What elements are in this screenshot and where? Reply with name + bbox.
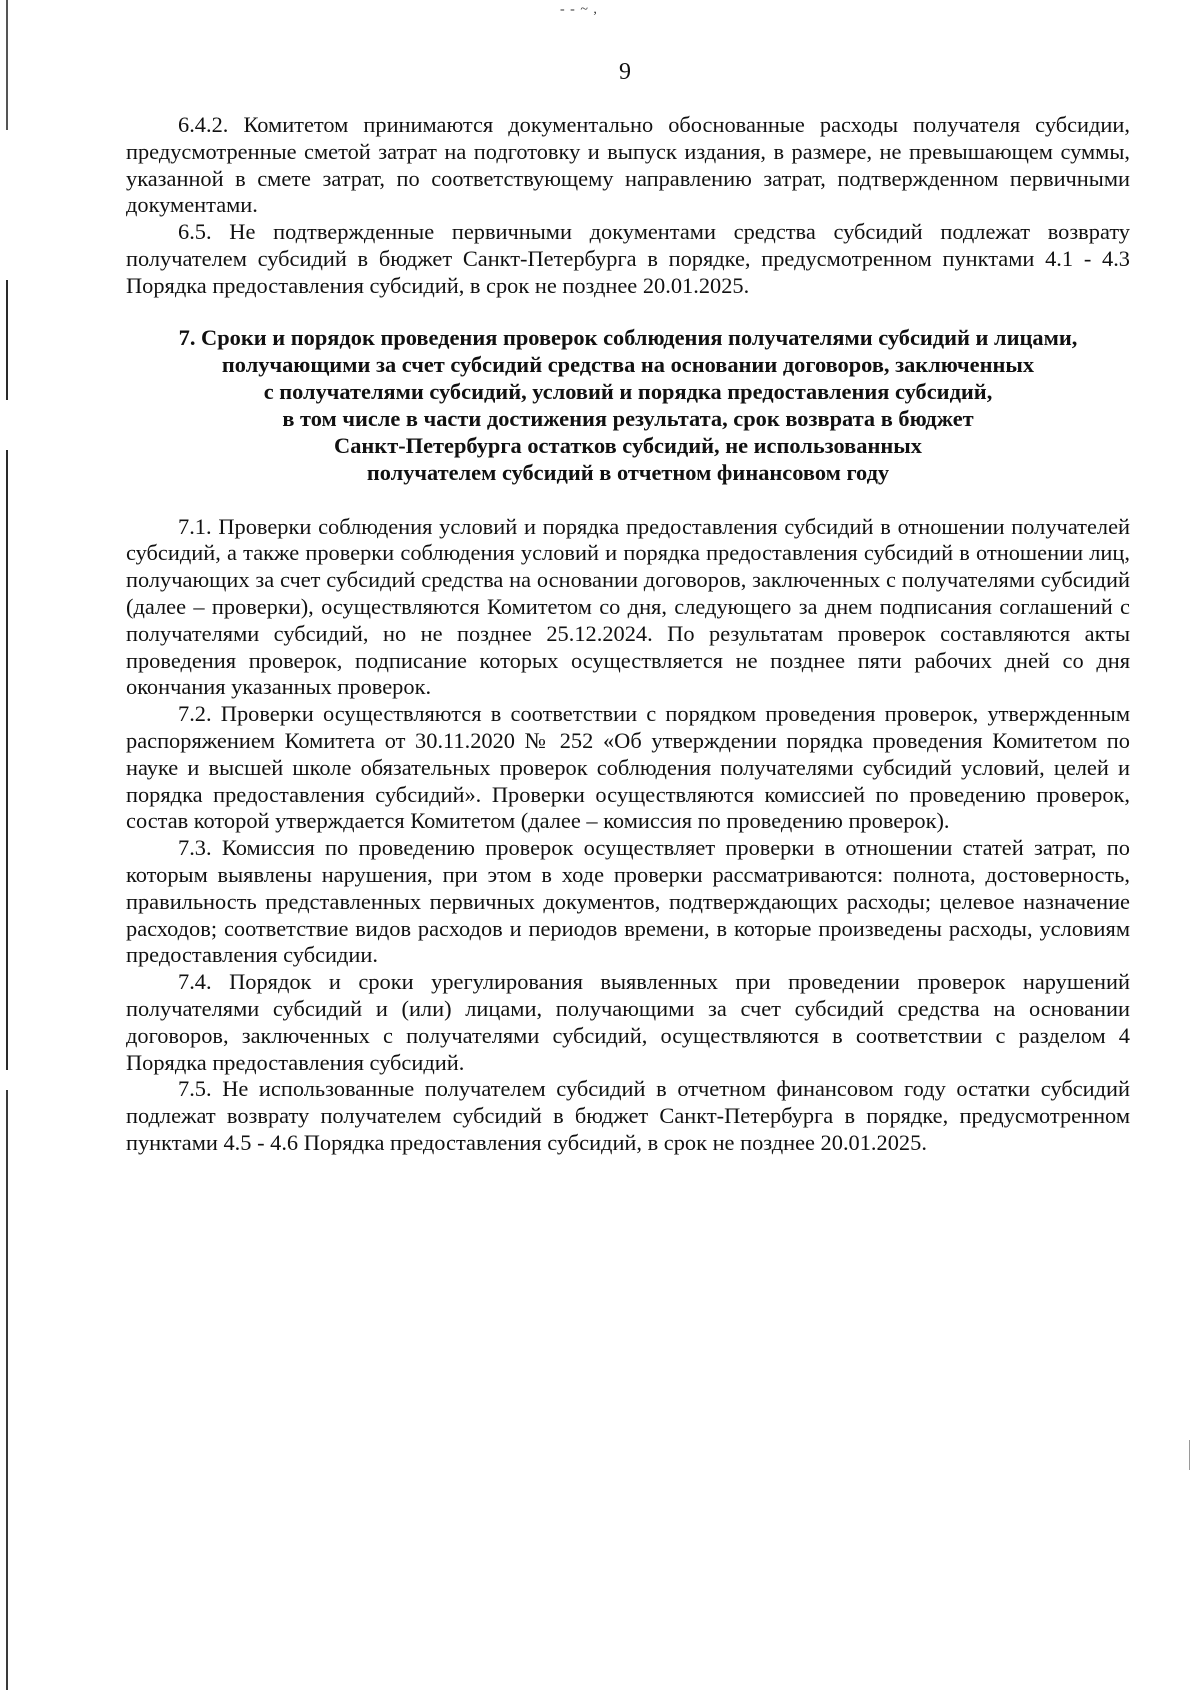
section-7-heading-line: получателем субсидий в отчетном финансовом году <box>366 459 890 485</box>
page-number: 9 <box>619 59 631 85</box>
section-7-heading <box>126 324 1130 486</box>
section-7-heading-line: получающими за счет субсидий средства на основании договоров, заключенных <box>221 351 1035 377</box>
scan-edge-mark <box>6 1090 8 1690</box>
scan-edge-mark <box>6 280 8 400</box>
paragraph-6-4-2: 6.4.2. Комитетом принимаются документально обоснованные расходы получателя субсидии, предусмотренные сметой затрат на подготовку и выпуск издания, в размере, не превышающем суммы, указанной в смете затрат, по соответствующему направлению затрат, подтвержденном первичными документами. <box>126 112 1130 218</box>
section-7-heading-line: с получателями субсидий, условий и порядка предоставления субсидий, <box>263 378 993 404</box>
section-7-heading-line: 7. Сроки и порядок проведения проверок соблюдения получателями субсидий и лицами, <box>178 324 1078 350</box>
scan-smudge: - - ~ , <box>560 2 598 17</box>
section-7-heading-line: в том числе в части достижения результата, срок возврата в бюджет <box>282 405 974 431</box>
paragraph-6-5: 6.5. Не подтвержденные первичными документами средства субсидий подлежат возврату получателем субсидий в бюджет Санкт-Петербурга в порядке, предусмотренном пунктами 4.1 - 4.3 Порядка предоставления субсидий, в срок не позднее 20.01.2025. <box>126 219 1130 298</box>
paragraph-7-5: 7.5. Не использованные получателем субсидий в отчетном финансовом году остатки субсидий подлежат возврату получателем субсидий в бюджет Санкт-Петербурга в порядке, предусмотренном пунктами 4.5 - 4.6 Порядка предоставления субсидий, в срок не позднее 20.01.2025. <box>126 1076 1130 1155</box>
paragraph-7-2: 7.2. Проверки осуществляются в соответствии с порядком проведения проверок, утвержденным распоряжением Комитета от 30.11.2020 № 252 «Об утверждении порядка проведения Комитетом по науке и высшей школе обязательных проверок соблюдения получателями субсидий условий, целей и порядка предоставления субсидий». Проверки осуществляются комиссией по проведению проверок, состав которой утверждается Комитетом (далее – комиссия по проведению проверок). <box>126 701 1130 834</box>
scan-edge-mark <box>6 450 8 1070</box>
scan-edge-mark <box>1189 1440 1190 1470</box>
section-7-heading-line: Санкт-Петербурга остатков субсидий, не использованных <box>334 432 922 458</box>
paragraph-7-4: 7.4. Порядок и сроки урегулирования выявленных при проведении проверок нарушений получателями субсидий и (или) лицами, получающими за счет субсидий средства на основании договоров, заключенных с получателями субсидий, осуществляются в соответствии с разделом 4 Порядка предоставления субсидий. <box>126 969 1130 1075</box>
paragraph-7-3: 7.3. Комиссия по проведению проверок осуществляет проверки в отношении статей затрат, по которым выявлены нарушения, при этом в ходе проверки рассматриваются: полнота, достоверность, правильность представленных первичных документов, подтверждающих расходы; целевое назначение расходов; соответствие видов расходов и периодов времени, в которые произведены расходы, условиям предоставления субсидии. <box>126 835 1130 968</box>
document-body <box>126 112 1130 1157</box>
paragraph-7-1: 7.1. Проверки соблюдения условий и порядка предоставления субсидий в отношении получателей субсидий, а также проверки соблюдения условий и порядка предоставления субсидий в отношении лиц, получающих за счет субсидий средства на основании договоров, заключенных с получателями субсидий (далее – проверки), осуществляются Комитетом со дня, следующего за днем подписания соглашений с получателями субсидий, но не позднее 25.12.2024. По результатам проверок составляются акты проведения проверок, подписание которых осуществляется не позднее пяти рабочих дней со дня окончания указанных проверок. <box>126 513 1130 700</box>
